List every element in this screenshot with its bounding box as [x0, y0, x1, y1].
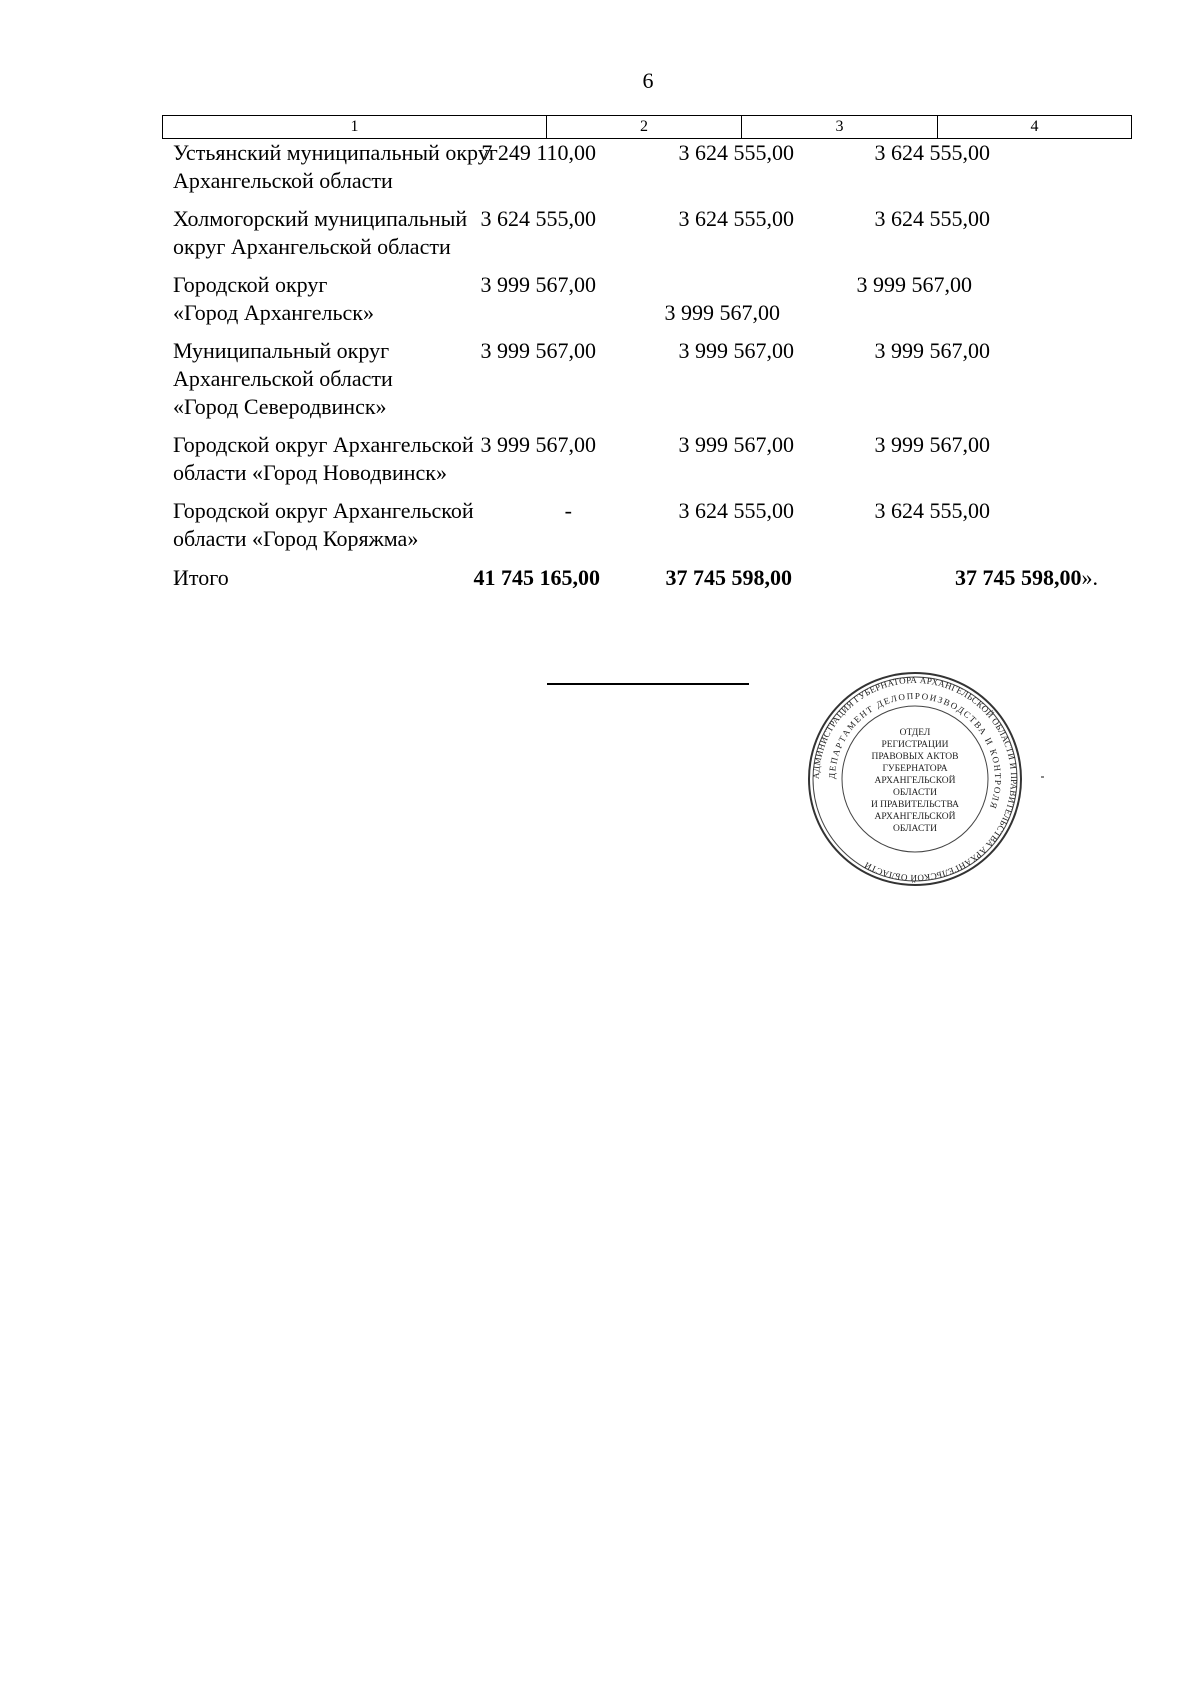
seal-center-line: ОБЛАСТИ	[893, 788, 937, 798]
name-line: области «Город Новодвинск»	[173, 460, 447, 485]
name-line: области «Город Коряжма»	[173, 526, 419, 551]
seal-outer-text: АДМИНИСТРАЦИЯ ГУБЕРНАТОРА АРХАНГЕЛЬСКОЙ ОБЛАСТИ И ПРАВИТЕЛЬСТВА АРХАНГЕЛЬСКОЙ ОБЛАСТИ	[810, 674, 1020, 884]
value-col-4: 3 999 567,00	[874, 432, 990, 457]
seal-center-line: ОБЛАСТИ	[893, 824, 937, 834]
total-col-4-value: 37 745 598,00	[955, 565, 1082, 590]
value-col-2: 7 249 110,00	[481, 140, 596, 165]
name-line: округ Архангельской области	[173, 234, 451, 259]
value-col-2: 3 624 555,00	[480, 206, 596, 231]
column-header-1: 1	[163, 116, 547, 138]
seal-center-line: ГУБЕРНАТОРА	[882, 764, 948, 774]
total-label: Итого	[173, 565, 229, 590]
value-col-2: 3 999 567,00	[480, 432, 596, 457]
total-col-2: 41 745 165,00	[473, 565, 600, 590]
value-col-3: 3 999 567,00	[678, 338, 794, 363]
page-number: 6	[642, 68, 654, 93]
value-col-2: 3 999 567,00	[480, 338, 596, 363]
column-header-4: 4	[1030, 118, 1039, 135]
value-col-2: -	[564, 498, 572, 523]
seal-center-line: И ПРАВИТЕЛЬСТВА	[870, 800, 960, 810]
value-col-3: 3 999 567,00	[678, 432, 794, 457]
seal-center-line: ОТДЕЛ	[899, 728, 931, 738]
seal-center-line: ПРАВОВЫХ АКТОВ	[871, 752, 959, 762]
signature-line	[547, 683, 749, 685]
column-header-3: 3	[742, 116, 938, 138]
value-col-3: 3 999 567,00	[664, 300, 780, 325]
value-col-3: 3 624 555,00	[678, 498, 794, 523]
table-header	[162, 115, 1132, 139]
name-line: Городской округ	[173, 272, 328, 297]
name-line: Городской округ Архангельской	[173, 498, 474, 523]
name-line: Архангельской области	[173, 366, 393, 391]
value-col-3: 3 624 555,00	[678, 140, 794, 165]
total-col-3: 37 745 598,00	[665, 565, 792, 590]
value-col-4: 3 999 567,00	[856, 272, 972, 297]
seal-center-line: АРХАНГЕЛЬСКОЙ	[874, 812, 956, 822]
name-line: «Город Северодвинск»	[173, 394, 387, 419]
column-header-2: 2	[547, 116, 742, 138]
name-line: Муниципальный округ	[173, 338, 390, 363]
seal-center-line: РЕГИСТРАЦИИ	[881, 740, 949, 750]
value-col-4: 3 624 555,00	[874, 206, 990, 231]
name-line: Холмогорский муниципальный	[173, 206, 468, 231]
value-col-4: 3 624 555,00	[874, 498, 990, 523]
official-seal	[805, 669, 1025, 889]
name-line: Городской округ Архангельской	[173, 432, 474, 457]
total-col-4	[955, 564, 1098, 592]
seal-ring-text: ДЕПАРТАМЕНТ ДЕЛОПРОИЗВОДСТВА И КОНТРОЛЯ	[826, 690, 1004, 812]
name-line: «Город Архангельск»	[173, 300, 374, 325]
municipality-name	[173, 497, 543, 553]
value-col-3: 3 624 555,00	[678, 206, 794, 231]
value-col-4: 3 624 555,00	[874, 140, 990, 165]
value-col-2: 3 999 567,00	[480, 272, 596, 297]
name-line: Архангельской области	[173, 168, 393, 193]
value-col-4: 3 999 567,00	[874, 338, 990, 363]
seal-center-line: АРХАНГЕЛЬСКОЙ	[874, 776, 956, 786]
closing-quote: ».	[1081, 565, 1098, 590]
name-line: Устьянский муниципальный округ	[173, 140, 498, 165]
scan-speck	[1041, 776, 1044, 778]
